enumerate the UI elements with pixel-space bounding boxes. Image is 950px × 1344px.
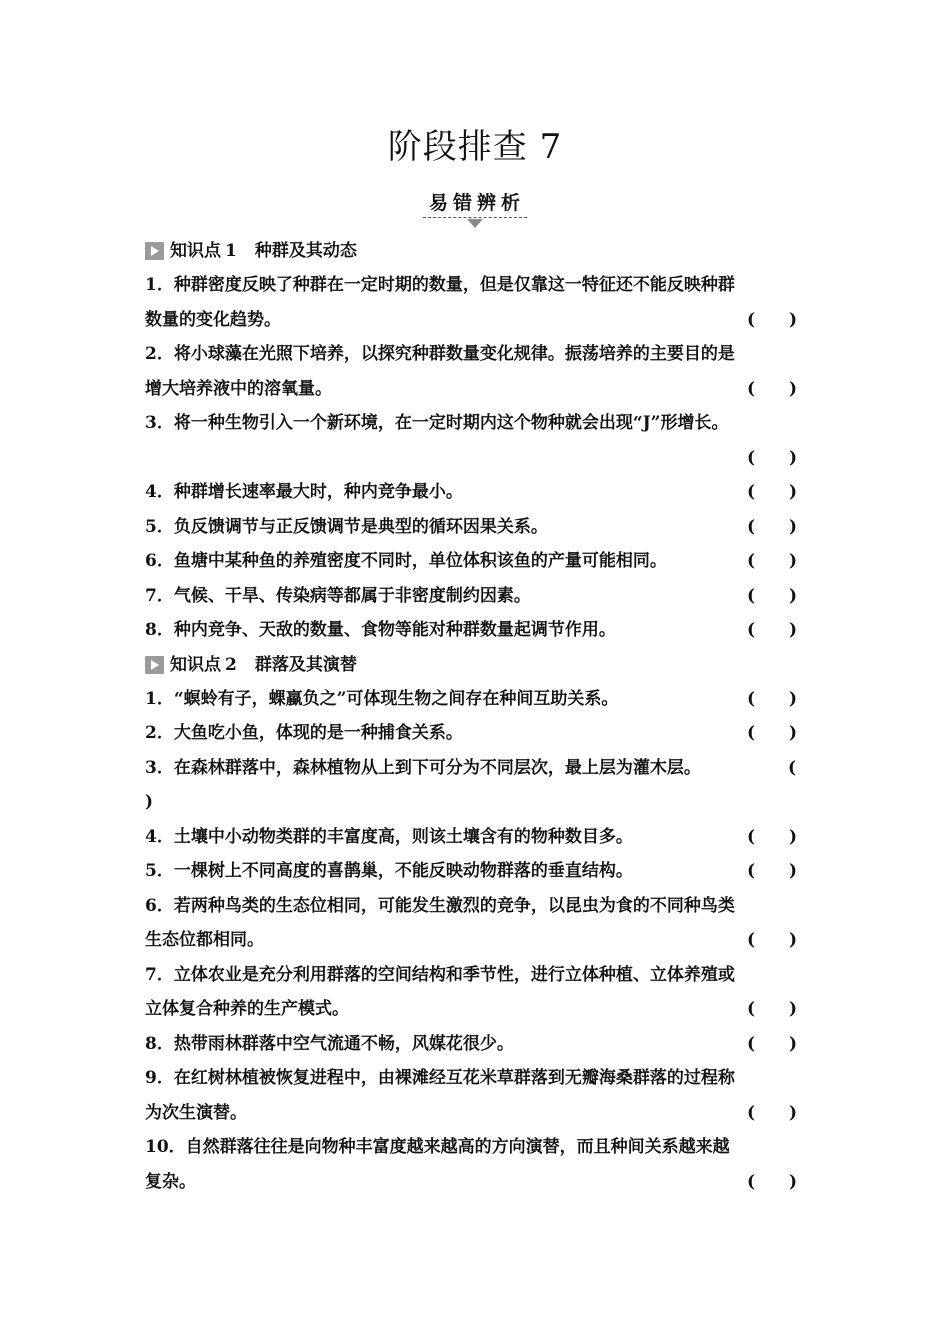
question-text: 负反馈调节与正反馈调节是典型的循环因果关系。 bbox=[173, 516, 548, 537]
question-text: “螟蛉有子，蜾蠃负之”可体现生物之间存在种间互助关系。 bbox=[173, 688, 619, 709]
section-heading bbox=[145, 234, 825, 268]
question-list bbox=[145, 234, 825, 1199]
answer-paren[interactable]: ( ) bbox=[747, 930, 798, 950]
subtitle-wrapper bbox=[0, 188, 950, 218]
question-line bbox=[145, 682, 825, 717]
question-line bbox=[145, 751, 825, 786]
question-text: 若两种鸟类的生态位相同，可能发生激烈的竞争，以昆虫为食的不同种鸟类 bbox=[173, 895, 735, 916]
question-item bbox=[145, 579, 825, 614]
section-number: 2 bbox=[225, 654, 237, 675]
section-number: 1 bbox=[225, 241, 237, 261]
question-line bbox=[145, 820, 825, 855]
answer-paren-close[interactable]: ) bbox=[145, 792, 154, 812]
section-name: 种群及其动态 bbox=[254, 241, 357, 261]
page-title: 阶段排查 7 bbox=[387, 127, 563, 167]
question-line bbox=[145, 303, 825, 338]
question-text: 热带雨林群落中空气流通不畅，风媒花很少。 bbox=[173, 1033, 514, 1054]
question-line bbox=[145, 544, 825, 579]
question-text: 在红树林植被恢复进程中，由裸滩经互花米草群落到无瓣海桑群落的过程称 bbox=[173, 1068, 735, 1088]
question-text: 种群增长速率最大时，种内竞争最小。 bbox=[173, 482, 463, 502]
question-line bbox=[145, 268, 825, 303]
question-text: 种群密度反映了种群在一定时期的数量，但是仅靠这一特征还不能反映种群 bbox=[173, 275, 735, 295]
question-number: 4． bbox=[145, 826, 174, 847]
answer-paren[interactable]: ( ) bbox=[747, 482, 798, 502]
question-text: 为次生演替。 bbox=[145, 1102, 247, 1123]
question-item bbox=[145, 820, 825, 855]
question-item bbox=[145, 682, 825, 717]
question-text: 复杂。 bbox=[145, 1171, 196, 1192]
question-number: 3． bbox=[145, 757, 174, 778]
question-line bbox=[145, 372, 825, 407]
question-item bbox=[145, 1130, 825, 1199]
answer-paren[interactable]: ( ) bbox=[747, 688, 798, 709]
question-line bbox=[145, 785, 825, 820]
question-item bbox=[145, 475, 825, 510]
question-item bbox=[145, 337, 825, 406]
question-line bbox=[145, 889, 825, 924]
question-text: 一棵树上不同高度的喜鹊巢，不能反映动物群落的垂直结构。 bbox=[173, 861, 633, 881]
question-number: 5． bbox=[145, 516, 174, 537]
answer-paren[interactable]: ( ) bbox=[747, 861, 798, 881]
answer-paren[interactable]: ( ) bbox=[747, 999, 798, 1019]
question-item bbox=[145, 1027, 825, 1062]
question-item bbox=[145, 751, 825, 820]
answer-paren[interactable]: ( ) bbox=[747, 826, 798, 847]
answer-paren[interactable]: ( ) bbox=[747, 309, 798, 330]
question-line bbox=[145, 1096, 825, 1131]
section-label: 知识点 bbox=[170, 654, 221, 675]
question-item bbox=[145, 958, 825, 1027]
question-number: 2． bbox=[145, 723, 174, 743]
answer-paren[interactable]: ( ) bbox=[747, 1102, 798, 1123]
question-line bbox=[145, 406, 825, 441]
answer-paren[interactable]: ( ) bbox=[747, 1171, 798, 1192]
answer-paren[interactable]: ( ) bbox=[747, 723, 798, 743]
down-triangle-icon bbox=[467, 219, 483, 228]
question-line bbox=[145, 1061, 825, 1096]
question-text: 数量的变化趋势。 bbox=[145, 309, 281, 330]
question-text: 增大培养液中的溶氧量。 bbox=[145, 378, 332, 399]
question-number: 2． bbox=[145, 344, 174, 364]
question-text: 气候、干旱、传染病等都属于非密度制约因素。 bbox=[173, 585, 531, 606]
question-number: 1． bbox=[145, 688, 174, 709]
question-item bbox=[145, 1061, 825, 1130]
question-line bbox=[145, 337, 825, 372]
answer-paren[interactable]: ( ) bbox=[747, 516, 798, 537]
section-heading bbox=[145, 648, 825, 682]
answer-paren[interactable]: ( ) bbox=[747, 447, 798, 468]
question-line bbox=[145, 1130, 825, 1165]
question-line bbox=[145, 1165, 825, 1200]
question-text: 生态位都相同。 bbox=[145, 930, 264, 950]
question-number: 10． bbox=[145, 1137, 186, 1157]
answer-paren[interactable]: ( ) bbox=[747, 1033, 798, 1054]
answer-paren[interactable]: ( ) bbox=[747, 551, 798, 571]
question-line bbox=[145, 613, 825, 648]
question-item bbox=[145, 613, 825, 648]
question-item bbox=[145, 716, 825, 751]
question-line bbox=[145, 992, 825, 1027]
question-text: 在森林群落中，森林植物从上到下可分为不同层次，最上层为灌木层。 bbox=[173, 757, 701, 778]
question-text: 鱼塘中某种鱼的养殖密度不同时，单位体积该鱼的产量可能相同。 bbox=[173, 551, 667, 571]
subtitle-text: 易错辨析 bbox=[428, 192, 525, 214]
question-line bbox=[145, 923, 825, 958]
subtitle bbox=[423, 188, 527, 218]
question-text: 将一种生物引入一个新环境，在一定时期内这个物种就会出现“J”形增长。 bbox=[173, 413, 729, 433]
question-line bbox=[145, 1027, 825, 1062]
question-item bbox=[145, 510, 825, 545]
section-name: 群落及其演替 bbox=[254, 654, 357, 675]
question-text: 大鱼吃小鱼，体现的是一种捕食关系。 bbox=[173, 723, 463, 743]
answer-paren[interactable]: ( ) bbox=[747, 378, 798, 399]
question-text: 立体农业是充分利用群落的空间结构和季节性，进行立体种植、立体养殖或 bbox=[173, 964, 735, 985]
answer-paren[interactable]: ( ) bbox=[747, 585, 798, 606]
question-item bbox=[145, 889, 825, 958]
question-number: 7． bbox=[145, 964, 174, 985]
question-item bbox=[145, 268, 825, 337]
question-line bbox=[145, 475, 825, 510]
question-item bbox=[145, 406, 825, 475]
question-text: 自然群落往往是向物种丰富度越来越高的方向演替，而且种间关系越来越 bbox=[185, 1137, 730, 1157]
question-number: 6． bbox=[145, 895, 174, 916]
question-line bbox=[145, 958, 825, 993]
question-text: 将小球藻在光照下培养，以探究种群数量变化规律。振荡培养的主要目的是 bbox=[173, 344, 735, 364]
question-number: 7． bbox=[145, 585, 174, 606]
question-item bbox=[145, 854, 825, 889]
question-text: 种内竞争、天敌的数量、食物等能对种群数量起调节作用。 bbox=[173, 620, 616, 640]
answer-paren[interactable]: ( ) bbox=[747, 620, 798, 640]
question-line bbox=[145, 716, 825, 751]
question-line bbox=[145, 579, 825, 614]
play-icon bbox=[145, 242, 164, 260]
question-number: 5． bbox=[145, 861, 174, 881]
play-icon bbox=[145, 656, 164, 674]
question-line bbox=[145, 510, 825, 545]
question-number: 9． bbox=[145, 1068, 174, 1088]
question-line bbox=[145, 441, 825, 476]
section-label: 知识点 bbox=[170, 241, 221, 261]
question-line bbox=[145, 854, 825, 889]
question-number: 4． bbox=[145, 482, 174, 502]
question-text: 土壤中小动物类群的丰富度高，则该土壤含有的物种数目多。 bbox=[173, 826, 633, 847]
question-number: 3． bbox=[145, 413, 174, 433]
question-number: 6． bbox=[145, 551, 174, 571]
question-number: 1． bbox=[145, 275, 174, 295]
answer-paren-open[interactable]: ( bbox=[788, 757, 797, 778]
question-text: 立体复合种养的生产模式。 bbox=[145, 999, 349, 1019]
question-item bbox=[145, 544, 825, 579]
question-number: 8． bbox=[145, 620, 174, 640]
question-number: 8． bbox=[145, 1033, 174, 1054]
